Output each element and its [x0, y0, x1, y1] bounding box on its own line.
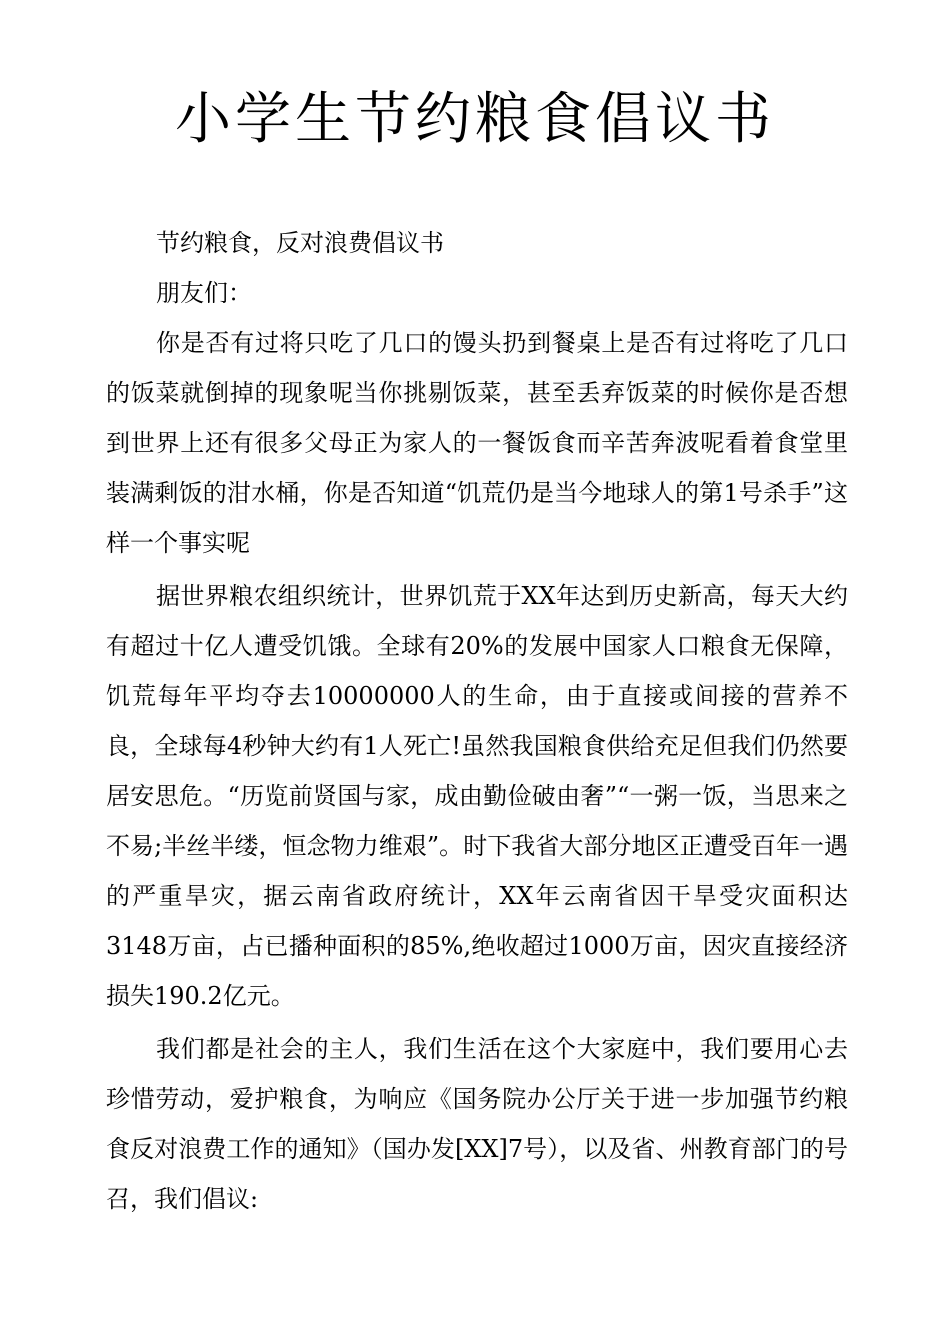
paragraph-3: 我们都是社会的主人，我们生活在这个大家庭中，我们要用心去珍惜劳动，爱护粮食，为响应《国务院办公厅关于进一步加强节约粮食反对浪费工作的通知》（国办发[XX]7号），以及省、州教育部门的号召，我们倡议:: [106, 1035, 848, 1213]
document-title: 小学生节约粮食倡议书: [175, 87, 775, 152]
document-body: [106, 218, 848, 1224]
paragraph-2: 据世界粮农组织统计，世界饥荒于XX年达到历史新高，每天大约有超过十亿人遭受饥饿。全球有20%的发展中国家人口粮食无保障，饥荒每年平均夺去10000000人的生命，由于直接或间接的营养不良，全球每4秒钟大约有1人死亡!虽然我国粮食供给充足但我们仍然要居安思危。“历览前贤国与家，成由勤俭破由奢”“一粥一饭，当思来之不易;半丝半缕，恒念物力维艰”。时下我省大部分地区正遭受百年一遇的严重旱灾，据云南省政府统计，XX年云南省因干旱受灾面积达3148万亩，占已播种面积的85%,绝收超过1000万亩，因灾直接经济损失190.2亿元。: [106, 582, 848, 1010]
paragraph-1: 你是否有过将只吃了几口的馒头扔到餐桌上是否有过将吃了几口的饭菜就倒掉的现象呢当你挑剔饭菜，甚至丢弃饭菜的时候你是否想到世界上还有很多父母正为家人的一餐饭食而辛苦奔波呢看着食堂里装满剩饭的泔水桶，你是否知道“饥荒仍是当今地球人的第1号杀手”这样一个事实呢: [106, 329, 848, 557]
paragraph-heading: 节约粮食，反对浪费倡议书: [156, 229, 444, 257]
paragraph-salutation: 朋友们：: [156, 279, 252, 307]
